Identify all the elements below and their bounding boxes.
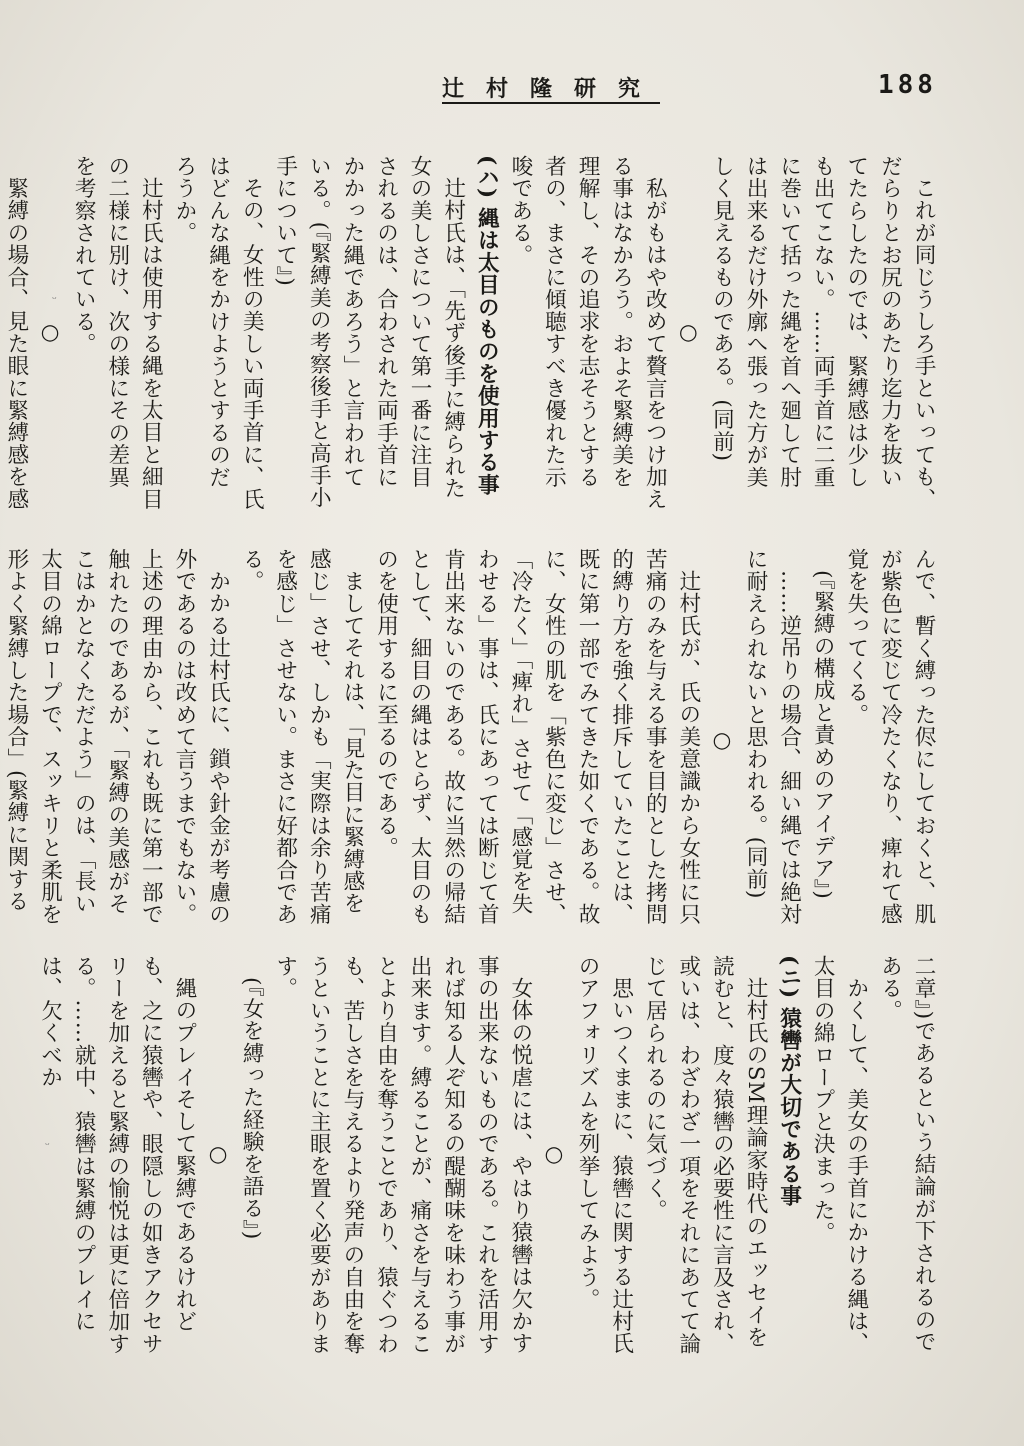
section-heading: (ニ) 猿轡が大切である事 xyxy=(776,955,802,1207)
paragraph: 辻村氏が、氏の美意識から女性に只苦痛のみを与える事を目的とした拷問的縛り方を強く排斥していたことは、既に第一部でみてきた如くである。故に、女性の肌を「紫色に変じ」させ、「冷たく」「痺れ」させて「感覚を失わせる」事は、氏にあっては断じて首肯出来ないのである。故に当然の帰結として、細目の縄はとらず、太目のものを使用するに至るのである。 xyxy=(373,548,701,926)
section-divider-circle: ○ xyxy=(675,319,701,346)
paragraph: 辻村氏は、「先ず後手に縛られた女の美しさについて第一番に注目されるのは、合わされた両手首にかかった縄であろう」と言われている。(『緊縛美の考察後手と高手小手について』) xyxy=(272,155,466,509)
paragraph: ましてそれは、「見た目に緊縛感を感じ」させ、しかも「実際は余り苦痛を感じ」させない。まさに好都合である。 xyxy=(239,548,365,926)
section-divider-circle: ○ xyxy=(709,727,735,754)
paragraph: かかる辻村氏に、鎖や針金が考慮の外であるのは改めて言うまでもない。上述の理由から、これも既に第一部で触れたのであるが、「緊縛の美感がそこはかとなくただよう」のは、「長い太目の綿ロープで、スッキリと柔肌を形よく緊縛した場合」(緊縛に関する xyxy=(3,548,231,926)
paragraph: 二章』)であるという結論が下されるのである。 xyxy=(877,955,936,1353)
paper-speck: ᵕ xyxy=(45,1138,50,1152)
text-band-middle xyxy=(3,548,940,933)
paragraph: 緊縛の場合、見た眼に緊縛感を感 xyxy=(3,176,29,510)
paragraph: んで、暫く縛った侭にしておくと、肌が紫色に変じて冷たくなり、痺れて感覚を失ってくる。 xyxy=(843,548,936,926)
paragraph: 女体の悦虐には、やはり猿轡は欠かす事の出来ないものである。これを活用すれば知る人ぞ知るの醍醐味を味わう事が出来ます。縛ることが、痛さを与えることより自由を奪うことであり、猿ぐつわも、苦しさを与えるより発声の自由を奪うということに主眼を置く必要があります。 xyxy=(272,955,533,1355)
paragraph: その、女性の美しい両手首に、氏はどんな縄をかけようとするのだろうか。 xyxy=(171,155,265,510)
paragraph: かくして、美女の手首にかける縄は、太目の綿ロープと決まった。 xyxy=(810,955,869,1354)
paragraph: 辻村氏は使用する縄を太目と細目の二様に別け、次の様にその差異を考察されている。 xyxy=(71,155,164,510)
page-header xyxy=(150,70,950,110)
text-band-bottom xyxy=(37,955,940,1355)
paragraph: 私がもはや改めて贅言をつけ加える事はなかろう。およそ緊縛美を理解し、その追求を志そうとする者の、まさに傾聴すべき優れた示唆である。 xyxy=(507,155,668,510)
running-title: 辻村隆研究 xyxy=(442,76,663,102)
paragraph: 辻村氏のSM理論家時代のエッセイを読むと、度々猿轡の必要性に言及され、或いは、わざわざ一項をそれにあてて論じて居られるのに気づく。 xyxy=(642,955,769,1355)
text-band-top xyxy=(3,155,940,510)
section-divider-circle: ○ xyxy=(37,319,63,346)
paragraph: (『緊縛の構成と責めのアイデア』) xyxy=(810,569,836,900)
paragraph: 思いつくままに、猿轡に関する辻村氏のアフォリズムを列挙してみよう。 xyxy=(575,955,634,1354)
section-divider-circle: ○ xyxy=(205,1142,231,1168)
paragraph: 縄のプレイそして緊縛であるけれども、之に猿轡や、眼隠しの如きアクセサリーを加えると緊縛の愉悦は更に倍加する。……就中、猿轡は緊縛のプレイには、欠くべか xyxy=(37,955,197,1355)
paragraph: ……逆吊りの場合、細い縄では絶対に耐えられないと思われる。(同前) xyxy=(743,548,802,925)
page-number: 188 xyxy=(878,70,937,100)
section-heading: (ハ) 縄は太目のものを使用する事 xyxy=(474,155,500,496)
section-divider-circle: ○ xyxy=(541,1142,567,1168)
paragraph: (『女を縛った経験を語る』) xyxy=(239,976,265,1240)
paper-speck: ᵕ xyxy=(52,292,57,306)
header-rule xyxy=(442,102,660,104)
paragraph: これが同じうしろ手といっても、だらりとお尻のあたり迄力を抜いてたらしたのでは、緊縛感は少しも出てこない。……両手首に二重に巻いて括った縄を首へ廻して肘は出来るだけ外廓へ張った方が美しく見えるものである。(同前) xyxy=(709,155,936,510)
